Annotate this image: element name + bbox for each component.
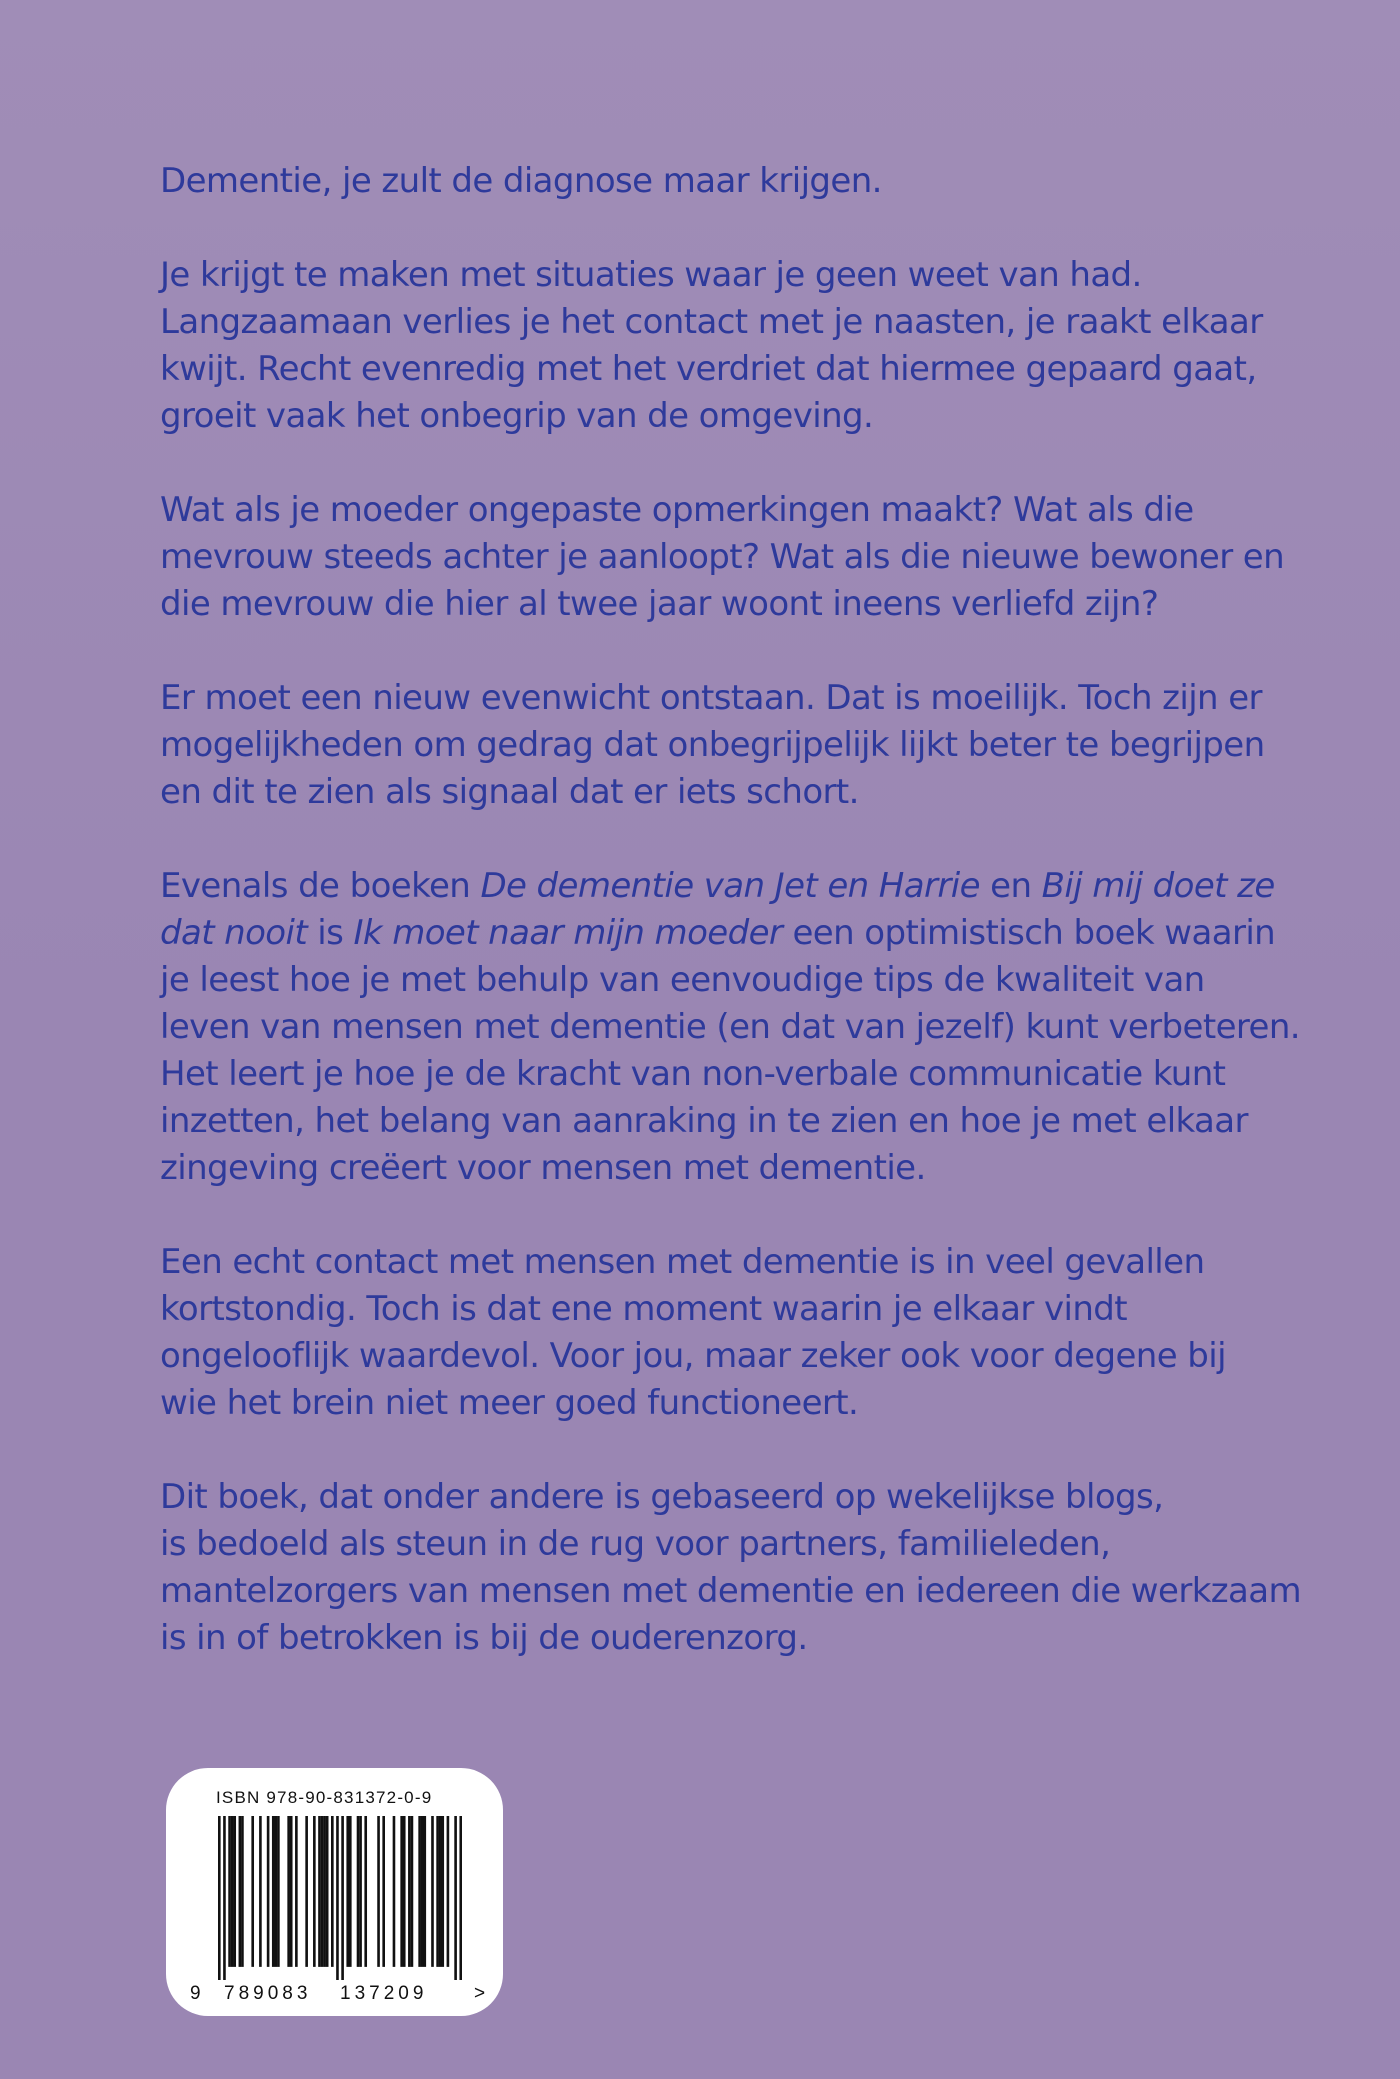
barcode-bar xyxy=(321,1816,324,1967)
barcode-bar xyxy=(267,1816,270,1967)
barcode-bar xyxy=(403,1816,406,1967)
text-line xyxy=(160,346,1310,393)
barcode-bar xyxy=(400,1816,403,1967)
back-cover-blurb xyxy=(160,158,1310,1709)
ean-quiet-zone-marker: > xyxy=(474,1983,486,2004)
text-line xyxy=(160,1286,1310,1333)
barcode-bar xyxy=(275,1816,278,1967)
text-line xyxy=(160,1004,1310,1051)
text-run: Je krijgt te maken met situaties waar je geen weet van had. xyxy=(160,255,1142,295)
text-run: mevrouw steeds achter je aanloopt? Wat als die nieuwe bewoner en xyxy=(160,537,1285,577)
barcode-bar xyxy=(431,1816,434,1967)
text-run: is bedoeld als steun in de rug voor partners, familieleden, xyxy=(160,1524,1111,1564)
barcode-bar xyxy=(421,1816,424,1967)
barcode-bar xyxy=(349,1816,352,1967)
text-line xyxy=(160,1098,1310,1145)
book-title-italic: De dementie van Jet en Harrie xyxy=(480,866,980,906)
blurb-paragraph xyxy=(160,675,1310,816)
barcode-bar xyxy=(336,1816,339,1980)
barcode-bar xyxy=(239,1816,242,1967)
text-run: Evenals de boeken xyxy=(160,866,481,906)
ean-right-digits: 137209 xyxy=(340,1983,428,2004)
barcode-bar xyxy=(231,1816,234,1967)
barcode-bar xyxy=(418,1816,421,1967)
text-line xyxy=(160,910,1310,957)
blurb-paragraph xyxy=(160,252,1310,440)
barcode-bar xyxy=(357,1816,360,1967)
text-line xyxy=(160,957,1310,1004)
barcode-bar xyxy=(331,1816,334,1967)
text-line xyxy=(160,1568,1310,1615)
text-run: inzetten, het belang van aanraking in te zien en hoe je met elkaar xyxy=(160,1101,1248,1141)
text-line xyxy=(160,769,1310,816)
text-run: Het leert je hoe je de kracht van non-verbale communicatie kunt xyxy=(160,1054,1226,1094)
barcode-bar xyxy=(259,1816,262,1967)
text-run: Er moet een nieuw evenwicht ontstaan. Dat is moeilijk. Toch zijn er xyxy=(160,678,1262,718)
barcode-bar xyxy=(295,1816,298,1967)
text-line xyxy=(160,863,1310,910)
text-run: mogelijkheden om gedrag dat onbegrijpelijk lijkt beter te begrijpen xyxy=(160,725,1265,765)
barcode-bar xyxy=(218,1816,221,1980)
barcode-label xyxy=(166,1768,503,2016)
barcode-bar xyxy=(454,1816,457,1980)
text-line xyxy=(160,299,1310,346)
text-line xyxy=(160,487,1310,534)
text-line xyxy=(160,252,1310,299)
barcode-bar xyxy=(341,1816,344,1980)
barcode-bar xyxy=(287,1816,290,1967)
ean-first-digit: 9 xyxy=(190,1983,201,2004)
barcode-bar xyxy=(233,1816,236,1967)
text-line xyxy=(160,1145,1310,1192)
barcode-bar xyxy=(305,1816,308,1967)
barcode-bar xyxy=(251,1816,254,1967)
text-run: Wat als je moeder ongepaste opmerkingen maakt? Wat als die xyxy=(160,490,1194,530)
text-run: is in of betrokken is bij de ouderenzorg. xyxy=(160,1618,808,1658)
text-run: Dementie, je zult de diagnose maar krijgen. xyxy=(160,161,882,201)
barcode-bar xyxy=(441,1816,444,1967)
barcode-bar xyxy=(408,1816,411,1967)
text-line xyxy=(160,534,1310,581)
text-line xyxy=(160,1380,1310,1427)
blurb-paragraph xyxy=(160,1239,1310,1427)
blurb-paragraph xyxy=(160,487,1310,628)
text-run: groeit vaak het onbegrip van de omgeving. xyxy=(160,396,874,436)
barcode-bar xyxy=(382,1816,385,1967)
text-line xyxy=(160,158,1310,205)
barcode-bar xyxy=(272,1816,275,1967)
text-run: kwijt. Recht evenredig met het verdriet dat hiermee gepaard gaat, xyxy=(160,349,1257,389)
blurb-paragraph xyxy=(160,863,1310,1192)
barcode-bar xyxy=(459,1816,462,1980)
text-line xyxy=(160,1615,1310,1662)
text-run: leven van mensen met dementie (en dat van jezelf) kunt verbeteren. xyxy=(160,1007,1300,1047)
text-line xyxy=(160,1474,1310,1521)
barcode-bar xyxy=(228,1816,231,1967)
text-line xyxy=(160,675,1310,722)
isbn-text: ISBN 978-90-831372-0-9 xyxy=(216,1788,433,1807)
text-run: je leest hoe je met behulp van eenvoudige tips de kwaliteit van xyxy=(160,960,1205,1000)
ean13-barcode xyxy=(218,1816,462,1980)
book-title-italic: Ik moet naar mijn moeder xyxy=(353,913,783,953)
text-run: een optimistisch boek waarin xyxy=(782,913,1276,953)
text-line xyxy=(160,1051,1310,1098)
text-line xyxy=(160,1521,1310,1568)
text-run: die mevrouw die hier al twee jaar woont ineens verliefd zijn? xyxy=(160,584,1159,624)
text-line xyxy=(160,722,1310,769)
barcode-bar xyxy=(359,1816,362,1967)
text-run: ongelooflijk waardevol. Voor jou, maar zeker ook voor degene bij xyxy=(160,1336,1226,1376)
text-run: zingeving creëert voor mensen met dementie. xyxy=(160,1148,926,1188)
barcode-bar xyxy=(447,1816,450,1967)
blurb-paragraph xyxy=(160,1474,1310,1662)
barcode-bar xyxy=(326,1816,329,1967)
barcode-bar xyxy=(377,1816,380,1967)
barcode-bar xyxy=(393,1816,396,1967)
text-run: en xyxy=(979,866,1042,906)
barcode-bar xyxy=(439,1816,442,1967)
barcode-bar xyxy=(223,1816,226,1980)
ean-left-digits: 789083 xyxy=(224,1983,312,2004)
barcode-bar xyxy=(364,1816,367,1967)
text-run: kortstondig. Toch is dat ene moment waarin je elkaar vindt xyxy=(160,1289,1127,1329)
text-line xyxy=(160,1333,1310,1380)
barcode-bar xyxy=(411,1816,414,1967)
text-run: en dit te zien als signaal dat er iets schort. xyxy=(160,772,859,812)
barcode-bar xyxy=(241,1816,244,1967)
barcode-bar xyxy=(436,1816,439,1967)
barcode-bar xyxy=(323,1816,326,1967)
barcode-bar xyxy=(423,1816,426,1967)
text-line xyxy=(160,393,1310,440)
book-title-italic: Bij mij doet ze xyxy=(1041,866,1275,906)
text-run: Een echt contact met mensen met dementie is in veel gevallen xyxy=(160,1242,1205,1282)
blurb-paragraph xyxy=(160,158,1310,205)
text-line xyxy=(160,1239,1310,1286)
barcode-bar xyxy=(290,1816,293,1967)
text-run: mantelzorgers van mensen met dementie en iedereen die werkzaam xyxy=(160,1571,1302,1611)
text-run: Dit boek, dat onder andere is gebaseerd op wekelijkse blogs, xyxy=(160,1477,1164,1517)
book-title-italic: dat nooit xyxy=(160,913,308,953)
text-run: wie het brein niet meer goed functioneert. xyxy=(160,1383,859,1423)
barcode-bar xyxy=(277,1816,280,1967)
barcode-bar xyxy=(346,1816,349,1967)
text-line xyxy=(160,581,1310,628)
text-run: is xyxy=(307,913,354,953)
barcode-bar xyxy=(313,1816,316,1967)
text-run: Langzaamaan verlies je het contact met je naasten, je raakt elkaar xyxy=(160,302,1263,342)
barcode-bar xyxy=(318,1816,321,1967)
